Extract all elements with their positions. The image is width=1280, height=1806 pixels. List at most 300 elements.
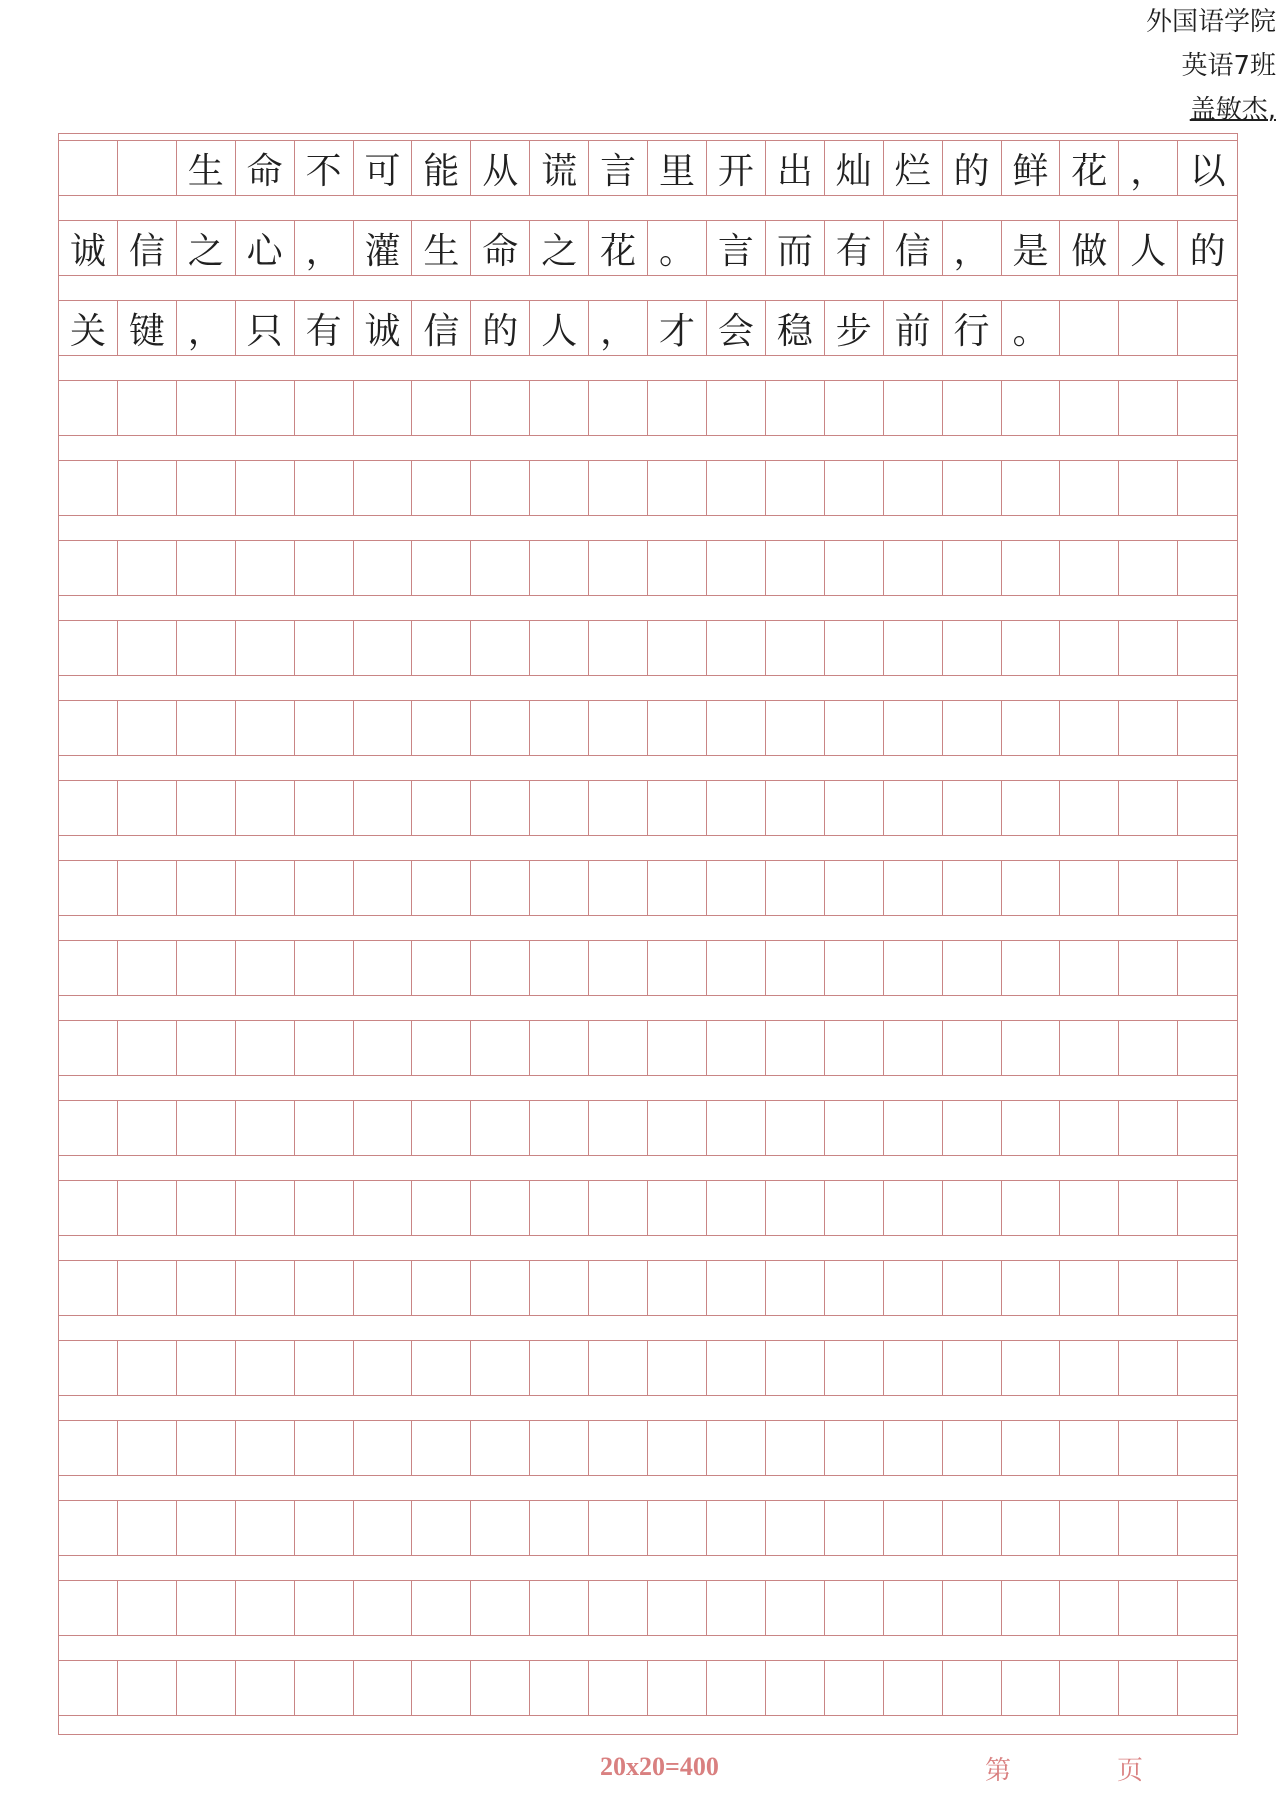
- grid-cell: [943, 381, 1002, 435]
- grid-cell: [295, 1341, 354, 1395]
- grid-cell: [589, 1661, 648, 1715]
- grid-cell: [884, 861, 943, 915]
- grid-cell: 诚: [354, 301, 413, 355]
- grid-cell: [471, 1101, 530, 1155]
- grid-cell: 开: [707, 141, 766, 195]
- author-info: [1096, 0, 1276, 132]
- grid-cell: [766, 1581, 825, 1635]
- grid-row: [59, 1340, 1237, 1396]
- grid-cell: [943, 1261, 1002, 1315]
- grid-cell: [59, 1581, 118, 1635]
- grid-cell: [59, 141, 118, 195]
- grid-cell: [530, 861, 589, 915]
- grid-cell: [707, 941, 766, 995]
- grid-cell: [1060, 301, 1119, 355]
- grid-cell: 有: [825, 221, 884, 275]
- grid-cell: [1060, 381, 1119, 435]
- grid-cell: [118, 1341, 177, 1395]
- grid-cell: [530, 621, 589, 675]
- grid-cell: [530, 1581, 589, 1635]
- grid-cell: [707, 1341, 766, 1395]
- grid-row: [59, 700, 1237, 756]
- grid-cell: 心: [236, 221, 295, 275]
- grid-cell: [648, 1021, 707, 1075]
- grid-cell: [1119, 1421, 1178, 1475]
- grid-cell: [295, 381, 354, 435]
- grid-cell: [766, 1661, 825, 1715]
- grid-cell: [1119, 1021, 1178, 1075]
- grid-cell: [943, 461, 1002, 515]
- grid-cell: 之: [530, 221, 589, 275]
- grid-cell: [354, 541, 413, 595]
- grid-cell: [471, 1261, 530, 1315]
- grid-cell: [354, 1101, 413, 1155]
- grid-cell: [589, 461, 648, 515]
- grid-cell: [707, 1661, 766, 1715]
- grid-cell: 信: [884, 221, 943, 275]
- grid-cell: [295, 621, 354, 675]
- grid-cell: [1002, 1181, 1061, 1235]
- grid-cell: [884, 1261, 943, 1315]
- grid-cell: [1060, 1101, 1119, 1155]
- grid-cell: [766, 861, 825, 915]
- grid-cell: [177, 861, 236, 915]
- grid-cell: [530, 941, 589, 995]
- grid-cell: [1119, 381, 1178, 435]
- grid-cell: [1178, 541, 1237, 595]
- grid-cell: [295, 1421, 354, 1475]
- grid-cell: 前: [884, 301, 943, 355]
- grid-cell: [943, 1421, 1002, 1475]
- grid-cell: 做: [1060, 221, 1119, 275]
- grid-cell: [1002, 701, 1061, 755]
- grid-cell: [236, 861, 295, 915]
- grid-cell: [177, 621, 236, 675]
- grid-cell: [295, 1181, 354, 1235]
- grid-cell: [589, 1021, 648, 1075]
- grid-cell: [648, 1101, 707, 1155]
- grid-cell: ，: [943, 221, 1002, 275]
- grid-cell: [1002, 1421, 1061, 1475]
- grid-row: [59, 780, 1237, 836]
- grid-cell: [589, 1421, 648, 1475]
- grid-cell: [471, 1501, 530, 1555]
- grid-cell: [1178, 461, 1237, 515]
- grid-cell: [589, 701, 648, 755]
- grid-cell: [530, 1101, 589, 1155]
- grid-cell: [1002, 781, 1061, 835]
- grid-row: [59, 860, 1237, 916]
- grid-cell: [648, 781, 707, 835]
- grid-cell: [59, 461, 118, 515]
- grid-cell: [236, 701, 295, 755]
- grid-cell: [1178, 1101, 1237, 1155]
- grid-cell: [707, 1021, 766, 1075]
- grid-cell: [943, 1101, 1002, 1155]
- grid-cell: [530, 701, 589, 755]
- grid-cell: [59, 1421, 118, 1475]
- grid-cell: [1060, 1501, 1119, 1555]
- grid-cell: [707, 541, 766, 595]
- grid-cell: [412, 1341, 471, 1395]
- grid-cell: [648, 1181, 707, 1235]
- grid-cell: [884, 941, 943, 995]
- grid-cell: [766, 701, 825, 755]
- grid-cell: [648, 1421, 707, 1475]
- grid-cell: [1178, 861, 1237, 915]
- grid-cell: [825, 1261, 884, 1315]
- grid-cell: 。: [648, 221, 707, 275]
- grid-cell: [825, 701, 884, 755]
- grid-cell: 诚: [59, 221, 118, 275]
- grid-cell: [766, 1261, 825, 1315]
- grid-cell: [412, 1181, 471, 1235]
- grid-cell: [354, 941, 413, 995]
- grid-cell: [118, 1581, 177, 1635]
- grid-cell: [177, 941, 236, 995]
- grid-cell: [118, 541, 177, 595]
- grid-cell: [943, 1581, 1002, 1635]
- grid-cell: [943, 861, 1002, 915]
- grid-cell: [471, 461, 530, 515]
- grid-cell: 信: [412, 301, 471, 355]
- grid-cell: [530, 1501, 589, 1555]
- grid-cell: [589, 381, 648, 435]
- grid-cell: [354, 1261, 413, 1315]
- grid-cell: [471, 1661, 530, 1715]
- grid-cell: [59, 381, 118, 435]
- grid-cell: [412, 1661, 471, 1715]
- grid-row: [59, 1660, 1237, 1716]
- grid-cell: [177, 1261, 236, 1315]
- grid-cell: [354, 1341, 413, 1395]
- grid-cell: [236, 621, 295, 675]
- grid-cell: [177, 1181, 236, 1235]
- grid-cell: [59, 861, 118, 915]
- college-name: 外国语学院: [1145, 7, 1276, 37]
- grid-cell: [236, 1101, 295, 1155]
- grid-cell: 行: [943, 301, 1002, 355]
- grid-cell: [177, 1661, 236, 1715]
- grid-cell: [59, 1181, 118, 1235]
- grid-cell: [707, 1421, 766, 1475]
- grid-cell: [766, 461, 825, 515]
- grid-cell: [1060, 1341, 1119, 1395]
- grid-cell: [943, 1021, 1002, 1075]
- grid-cell: [884, 1661, 943, 1715]
- grid-cell: [236, 781, 295, 835]
- grid-cell: ，: [589, 301, 648, 355]
- grid-cell: [1119, 461, 1178, 515]
- grid-cell: [884, 1501, 943, 1555]
- grid-cell: [1119, 1581, 1178, 1635]
- grid-cell: ，: [177, 301, 236, 355]
- grid-cell: [589, 1181, 648, 1235]
- grid-cell: [295, 461, 354, 515]
- grid-cell: 命: [236, 141, 295, 195]
- grid-cell: [766, 1501, 825, 1555]
- grid-cell: 不: [295, 141, 354, 195]
- grid-cell: [707, 621, 766, 675]
- grid-cell: [530, 541, 589, 595]
- grid-cell: [118, 1421, 177, 1475]
- grid-cell: [825, 1101, 884, 1155]
- grid-cell: [943, 781, 1002, 835]
- grid-cell: [354, 1661, 413, 1715]
- grid-cell: [59, 1101, 118, 1155]
- grid-cell: [589, 541, 648, 595]
- grid-cell: [354, 781, 413, 835]
- grid-cell: [884, 461, 943, 515]
- grid-cell: [1178, 1501, 1237, 1555]
- grid-cell: [412, 861, 471, 915]
- grid-cell: [707, 381, 766, 435]
- grid-cell: [236, 1341, 295, 1395]
- grid-cell: [766, 1341, 825, 1395]
- page-suffix: 页: [1117, 1756, 1144, 1786]
- grid-cell: [1178, 781, 1237, 835]
- grid-cell: [471, 701, 530, 755]
- grid-cell: 能: [412, 141, 471, 195]
- grid-cell: [648, 621, 707, 675]
- grid-cell: [884, 1421, 943, 1475]
- grid-cell: [1178, 301, 1237, 355]
- grid-cell: [943, 1181, 1002, 1235]
- grid-cell: [589, 1501, 648, 1555]
- grid-cell: [766, 941, 825, 995]
- grid-cell: [59, 1501, 118, 1555]
- grid-cell: [1178, 1341, 1237, 1395]
- grid-cell: [1060, 541, 1119, 595]
- grid-cell: [884, 541, 943, 595]
- grid-cell: [1002, 381, 1061, 435]
- grid-cell: 生: [177, 141, 236, 195]
- grid-cell: [1119, 621, 1178, 675]
- grid-cell: [412, 461, 471, 515]
- grid-cell: 的: [1189, 230, 1226, 272]
- grid-cell: [118, 1661, 177, 1715]
- grid-cell: [1002, 1341, 1061, 1395]
- grid-cell: [295, 1661, 354, 1715]
- grid-cell: [412, 701, 471, 755]
- grid-cell: [236, 1261, 295, 1315]
- grid-cell: [530, 461, 589, 515]
- grid-cell: [1178, 621, 1237, 675]
- grid-cell: [471, 1421, 530, 1475]
- grid-cell: [648, 381, 707, 435]
- manuscript-grid: [58, 133, 1238, 1735]
- grid-cell: [1178, 1181, 1237, 1235]
- grid-cell: [59, 541, 118, 595]
- grid-cell: [589, 941, 648, 995]
- grid-cell: [1002, 861, 1061, 915]
- grid-cell: [236, 1501, 295, 1555]
- grid-cell: [825, 1021, 884, 1075]
- grid-cell: [236, 1181, 295, 1235]
- grid-cell: 生: [412, 221, 471, 275]
- grid-cell: [118, 141, 177, 195]
- grid-cell: [59, 781, 118, 835]
- grid-cell: 言: [589, 141, 648, 195]
- grid-cell: [766, 381, 825, 435]
- grid-row: [59, 460, 1237, 516]
- grid-cell: [177, 381, 236, 435]
- grid-cell: 人: [530, 301, 589, 355]
- grid-cell: [1060, 941, 1119, 995]
- grid-cell: [766, 1101, 825, 1155]
- grid-cell: [589, 1581, 648, 1635]
- grid-cell: [648, 701, 707, 755]
- grid-cell: [589, 1261, 648, 1315]
- grid-cell: [412, 1581, 471, 1635]
- grid-cell: [354, 621, 413, 675]
- grid-row: [59, 940, 1237, 996]
- grid-cell: [471, 1021, 530, 1075]
- grid-cell: [412, 1101, 471, 1155]
- grid-cell: 稳: [766, 301, 825, 355]
- grid-cell: [354, 701, 413, 755]
- grid-cell: [118, 1501, 177, 1555]
- grid-cell: [1119, 1101, 1178, 1155]
- grid-cell: [1002, 621, 1061, 675]
- grid-cell: [118, 381, 177, 435]
- grid-cell: [1178, 701, 1237, 755]
- grid-row: [59, 1420, 1237, 1476]
- grid-cell: [1178, 1021, 1237, 1075]
- grid-row: [59, 1100, 1237, 1156]
- grid-cell: [530, 781, 589, 835]
- grid-cell: [884, 781, 943, 835]
- grid-cell: [648, 1581, 707, 1635]
- grid-cell: 是: [1002, 221, 1061, 275]
- grid-cell: 才: [648, 301, 707, 355]
- grid-cell: [648, 461, 707, 515]
- grid-cell: [177, 1101, 236, 1155]
- grid-row: [59, 540, 1237, 596]
- grid-cell: [825, 941, 884, 995]
- grid-cell: [1119, 941, 1178, 995]
- grid-cell: [707, 461, 766, 515]
- grid-cell: [59, 941, 118, 995]
- grid-cell: [177, 1501, 236, 1555]
- grid-cell: [943, 1341, 1002, 1395]
- grid-cell: [412, 381, 471, 435]
- grid-row: [59, 140, 1237, 196]
- grid-cell: [471, 621, 530, 675]
- grid-row: [59, 1260, 1237, 1316]
- grid-cell: [1119, 541, 1178, 595]
- grid-cell: [707, 781, 766, 835]
- grid-cell: [1002, 1021, 1061, 1075]
- grid-cell: 里: [648, 141, 707, 195]
- grid-cell: 会: [707, 301, 766, 355]
- grid-cell: [825, 781, 884, 835]
- grid-cell: [236, 1421, 295, 1475]
- grid-cell: [412, 621, 471, 675]
- grid-cell: [177, 781, 236, 835]
- grid-cell: 而: [766, 221, 825, 275]
- grid-cell: [1178, 941, 1237, 995]
- grid-cell: [354, 381, 413, 435]
- grid-cell: [1178, 1581, 1237, 1635]
- grid-cell: [1119, 1661, 1178, 1715]
- grid-cell: [354, 1421, 413, 1475]
- grid-row: [59, 1580, 1237, 1636]
- grid-cell: [118, 1261, 177, 1315]
- grid-cell: 只: [236, 301, 295, 355]
- grid-cell: [1002, 941, 1061, 995]
- grid-cell: [589, 781, 648, 835]
- grid-cell: [295, 1101, 354, 1155]
- grid-cell: [1119, 1501, 1178, 1555]
- grid-cell: [1002, 1581, 1061, 1635]
- grid-row: [59, 1020, 1237, 1076]
- grid-cell: [412, 1501, 471, 1555]
- grid-cell: [177, 1341, 236, 1395]
- grid-cell: 从: [471, 141, 530, 195]
- grid-cell: 命: [471, 221, 530, 275]
- grid-cell: [295, 541, 354, 595]
- grid-cell: [412, 1421, 471, 1475]
- page-prefix: 第: [985, 1756, 1012, 1786]
- grid-cell: [354, 461, 413, 515]
- grid-cell: [295, 941, 354, 995]
- grid-cell: [1002, 1261, 1061, 1315]
- grid-cell: [177, 461, 236, 515]
- grid-cell: [1060, 781, 1119, 835]
- grid-row: [59, 380, 1237, 436]
- grid-cell: [177, 1021, 236, 1075]
- grid-cell: [943, 541, 1002, 595]
- grid-cell: [825, 1181, 884, 1235]
- grid-cell: [766, 781, 825, 835]
- grid-cell: [648, 1661, 707, 1715]
- grid-cell: [707, 1181, 766, 1235]
- grid-cell: [1119, 1181, 1178, 1235]
- grid-cell: 信: [118, 221, 177, 275]
- grid-cell: [295, 1581, 354, 1635]
- grid-cell: [1060, 1581, 1119, 1635]
- grid-cell: [648, 1501, 707, 1555]
- grid-cell: ，: [1119, 141, 1178, 195]
- grid-row: [59, 220, 1237, 276]
- grid-cell: [118, 621, 177, 675]
- grid-cell: [766, 1421, 825, 1475]
- grid-cell: [766, 621, 825, 675]
- grid-cell: 出: [766, 141, 825, 195]
- grid-cell: [1002, 541, 1061, 595]
- grid-cell: [766, 1181, 825, 1235]
- grid-cell: [825, 1661, 884, 1715]
- grid-cell: [825, 1501, 884, 1555]
- grid-row: [59, 300, 1237, 356]
- grid-cell: [825, 1341, 884, 1395]
- grid-cell: 花: [1060, 141, 1119, 195]
- grid-cell: [412, 1261, 471, 1315]
- grid-cell: [1060, 701, 1119, 755]
- grid-cell: [943, 1501, 1002, 1555]
- grid-cell: [177, 541, 236, 595]
- grid-cell: [530, 1341, 589, 1395]
- grid-cell: [1060, 1181, 1119, 1235]
- grid-cell: [530, 381, 589, 435]
- grid-cell: [707, 861, 766, 915]
- grid-cell: 的: [471, 301, 530, 355]
- grid-cell: [412, 781, 471, 835]
- grid-cell: [1060, 1021, 1119, 1075]
- grid-cell: [118, 461, 177, 515]
- grid-cell: 谎: [530, 141, 589, 195]
